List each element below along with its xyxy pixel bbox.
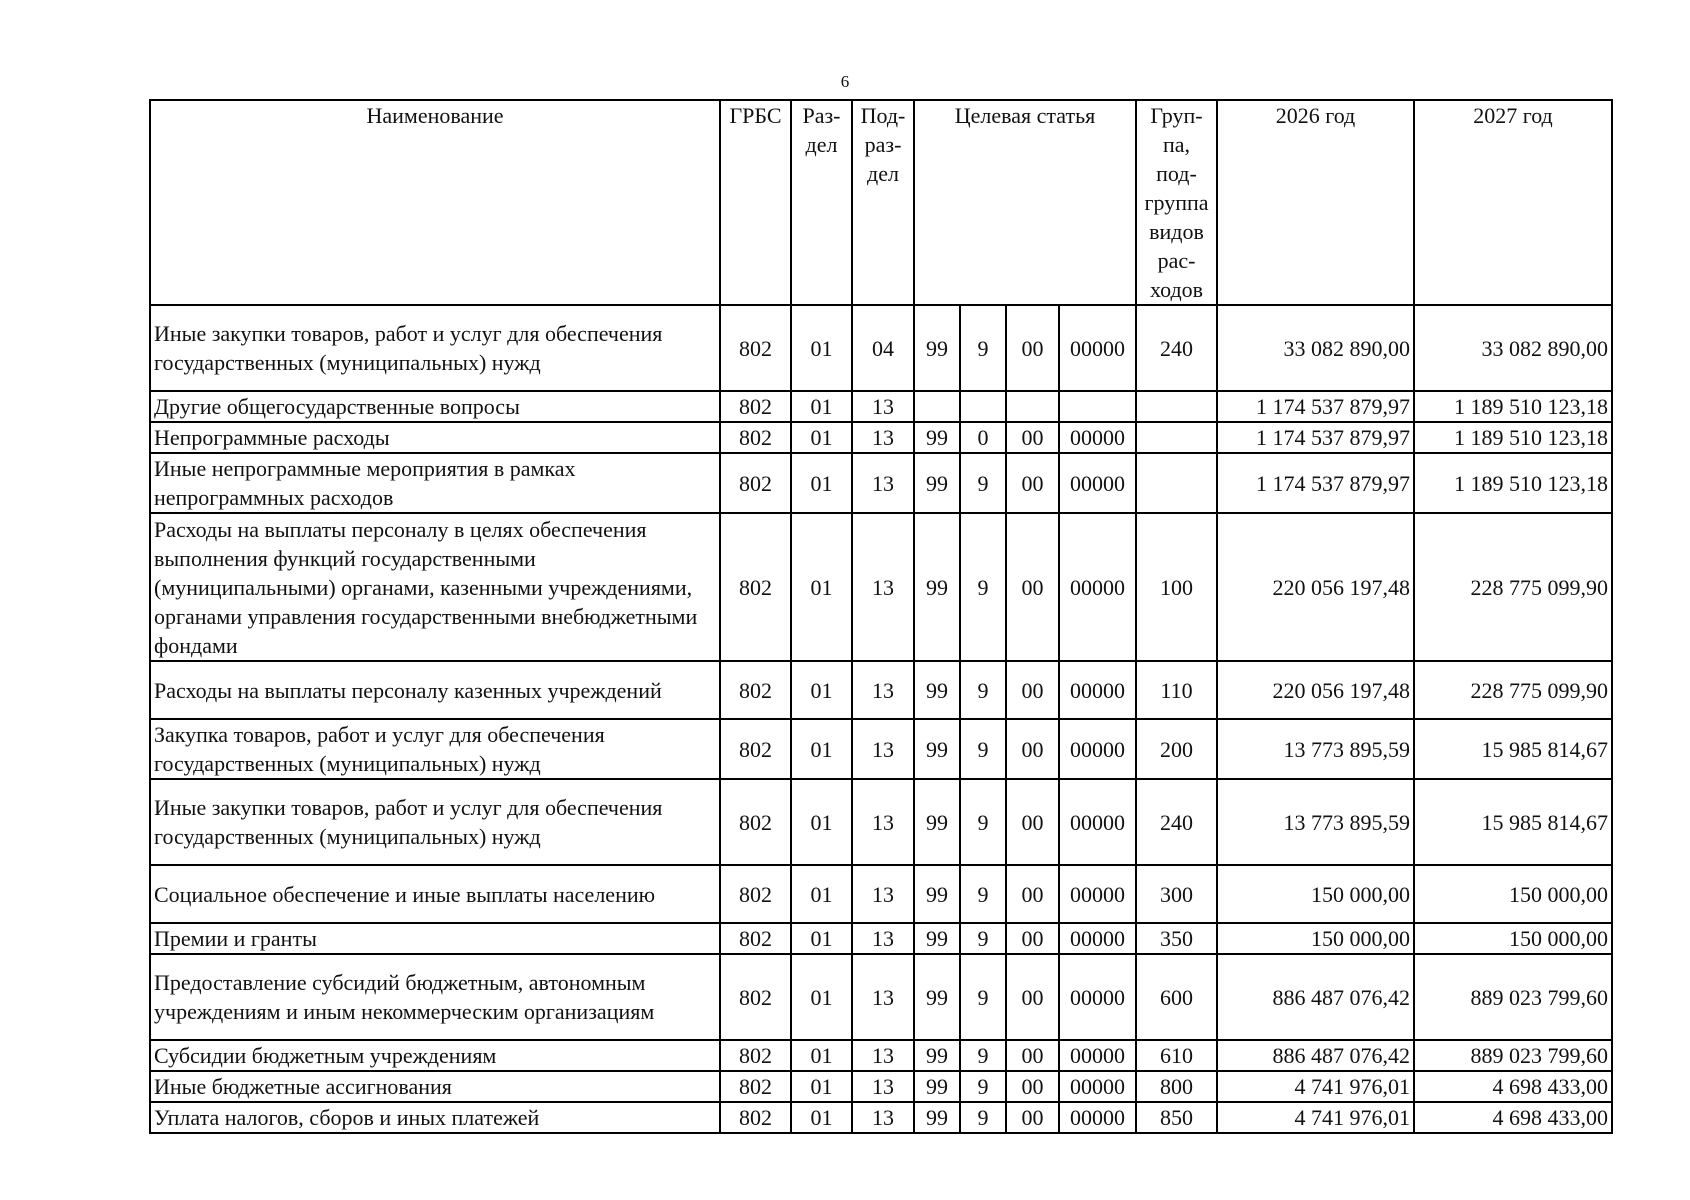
cell-celevaya-3: 00 [1006, 422, 1059, 453]
cell-name: Субсидии бюджетным учреждениям [150, 1040, 720, 1071]
cell-amount-2026: 4 741 976,01 [1217, 1102, 1414, 1133]
cell-celevaya-1: 99 [914, 923, 960, 954]
cell-celevaya-2 [960, 391, 1006, 422]
cell-vid-rashodov: 850 [1136, 1102, 1217, 1133]
cell-amount-2027: 228 775 099,90 [1414, 513, 1612, 661]
cell-amount-2027: 4 698 433,00 [1414, 1071, 1612, 1102]
cell-celevaya-3: 00 [1006, 661, 1059, 719]
cell-celevaya-1: 99 [914, 954, 960, 1040]
cell-amount-2026: 886 487 076,42 [1217, 954, 1414, 1040]
cell-amount-2027: 33 082 890,00 [1414, 305, 1612, 391]
cell-celevaya-1: 99 [914, 719, 960, 779]
cell-celevaya-4: 00000 [1059, 661, 1136, 719]
cell-celevaya-2: 0 [960, 422, 1006, 453]
cell-celevaya-1: 99 [914, 1040, 960, 1071]
cell-name: Иные бюджетные ассигнования [150, 1071, 720, 1102]
cell-celevaya-3: 00 [1006, 779, 1059, 865]
cell-grbs: 802 [720, 305, 791, 391]
table-body [150, 305, 1612, 1133]
cell-podrazdel: 04 [852, 305, 914, 391]
cell-celevaya-3: 00 [1006, 513, 1059, 661]
cell-razdel: 01 [791, 923, 852, 954]
table-row [150, 661, 1612, 719]
cell-name: Непрограммные расходы [150, 422, 720, 453]
cell-celevaya-2: 9 [960, 954, 1006, 1040]
cell-celevaya-4: 00000 [1059, 422, 1136, 453]
cell-vid-rashodov: 800 [1136, 1071, 1217, 1102]
cell-grbs: 802 [720, 1102, 791, 1133]
header-name: Наименование [150, 100, 720, 305]
cell-amount-2026: 13 773 895,59 [1217, 719, 1414, 779]
cell-name: Премии и гранты [150, 923, 720, 954]
cell-amount-2027: 4 698 433,00 [1414, 1102, 1612, 1133]
cell-podrazdel: 13 [852, 453, 914, 513]
cell-celevaya-4: 00000 [1059, 305, 1136, 391]
cell-celevaya-2: 9 [960, 1071, 1006, 1102]
header-razdel: Раз-дел [791, 100, 852, 305]
cell-grbs: 802 [720, 422, 791, 453]
cell-vid-rashodov [1136, 422, 1217, 453]
cell-celevaya-3: 00 [1006, 1071, 1059, 1102]
cell-celevaya-3: 00 [1006, 1040, 1059, 1071]
table-row [150, 779, 1612, 865]
cell-celevaya-2: 9 [960, 779, 1006, 865]
cell-podrazdel: 13 [852, 1040, 914, 1071]
cell-name: Иные непрограммные мероприятия в рамках непрограммных расходов [150, 453, 720, 513]
cell-celevaya-4: 00000 [1059, 954, 1136, 1040]
cell-vid-rashodov [1136, 453, 1217, 513]
table-row [150, 453, 1612, 513]
cell-celevaya-4: 00000 [1059, 513, 1136, 661]
table-header [150, 100, 1612, 305]
cell-celevaya-2: 9 [960, 661, 1006, 719]
cell-razdel: 01 [791, 1040, 852, 1071]
cell-celevaya-2: 9 [960, 1102, 1006, 1133]
cell-amount-2027: 889 023 799,60 [1414, 1040, 1612, 1071]
cell-vid-rashodov: 350 [1136, 923, 1217, 954]
cell-celevaya-3: 00 [1006, 719, 1059, 779]
table-row [150, 305, 1612, 391]
cell-amount-2026: 220 056 197,48 [1217, 661, 1414, 719]
cell-celevaya-2: 9 [960, 719, 1006, 779]
table-row [150, 1040, 1612, 1071]
cell-amount-2027: 15 985 814,67 [1414, 719, 1612, 779]
cell-celevaya-2: 9 [960, 305, 1006, 391]
cell-amount-2026: 1 174 537 879,97 [1217, 391, 1414, 422]
cell-name: Расходы на выплаты персоналу казенных учреждений [150, 661, 720, 719]
header-2026: 2026 год [1217, 100, 1414, 305]
cell-celevaya-2: 9 [960, 453, 1006, 513]
cell-grbs: 802 [720, 1040, 791, 1071]
cell-celevaya-4: 00000 [1059, 779, 1136, 865]
cell-razdel: 01 [791, 954, 852, 1040]
cell-amount-2027: 150 000,00 [1414, 923, 1612, 954]
cell-amount-2027: 1 189 510 123,18 [1414, 453, 1612, 513]
cell-vid-rashodov: 200 [1136, 719, 1217, 779]
cell-celevaya-1: 99 [914, 865, 960, 923]
cell-razdel: 01 [791, 719, 852, 779]
cell-amount-2026: 1 174 537 879,97 [1217, 422, 1414, 453]
cell-podrazdel: 13 [852, 865, 914, 923]
cell-celevaya-1: 99 [914, 661, 960, 719]
cell-name: Иные закупки товаров, работ и услуг для обеспечения государственных (муниципальных) нужд [150, 305, 720, 391]
cell-razdel: 01 [791, 1102, 852, 1133]
cell-podrazdel: 13 [852, 923, 914, 954]
header-vid-rashodov: Груп-па, под-группа видов рас-ходов [1136, 100, 1217, 305]
cell-amount-2027: 228 775 099,90 [1414, 661, 1612, 719]
cell-amount-2026: 886 487 076,42 [1217, 1040, 1414, 1071]
page-number: 6 [840, 72, 850, 91]
cell-razdel: 01 [791, 422, 852, 453]
cell-amount-2027: 1 189 510 123,18 [1414, 422, 1612, 453]
cell-celevaya-4: 00000 [1059, 923, 1136, 954]
cell-celevaya-4: 00000 [1059, 1102, 1136, 1133]
cell-razdel: 01 [791, 865, 852, 923]
cell-podrazdel: 13 [852, 1102, 914, 1133]
cell-grbs: 802 [720, 719, 791, 779]
cell-celevaya-2: 9 [960, 1040, 1006, 1071]
cell-grbs: 802 [720, 391, 791, 422]
cell-name: Другие общегосударственные вопросы [150, 391, 720, 422]
cell-celevaya-3: 00 [1006, 954, 1059, 1040]
cell-razdel: 01 [791, 391, 852, 422]
cell-celevaya-2: 9 [960, 513, 1006, 661]
header-2027: 2027 год [1414, 100, 1612, 305]
cell-amount-2027: 1 189 510 123,18 [1414, 391, 1612, 422]
cell-amount-2027: 889 023 799,60 [1414, 954, 1612, 1040]
cell-razdel: 01 [791, 1071, 852, 1102]
cell-name: Уплата налогов, сборов и иных платежей [150, 1102, 720, 1133]
cell-amount-2026: 33 082 890,00 [1217, 305, 1414, 391]
cell-celevaya-1: 99 [914, 422, 960, 453]
header-grbs: ГРБС [720, 100, 791, 305]
cell-amount-2026: 4 741 976,01 [1217, 1071, 1414, 1102]
cell-celevaya-2: 9 [960, 865, 1006, 923]
cell-celevaya-2: 9 [960, 923, 1006, 954]
cell-razdel: 01 [791, 305, 852, 391]
cell-grbs: 802 [720, 779, 791, 865]
cell-celevaya-1: 99 [914, 1071, 960, 1102]
table-row [150, 422, 1612, 453]
cell-grbs: 802 [720, 954, 791, 1040]
cell-name: Закупка товаров, работ и услуг для обеспечения государственных (муниципальных) нужд [150, 719, 720, 779]
cell-celevaya-3: 00 [1006, 1102, 1059, 1133]
header-podrazdel: Под-раз-дел [852, 100, 914, 305]
cell-vid-rashodov: 100 [1136, 513, 1217, 661]
cell-vid-rashodov: 300 [1136, 865, 1217, 923]
cell-name: Иные закупки товаров, работ и услуг для обеспечения государственных (муниципальных) нужд [150, 779, 720, 865]
cell-celevaya-1: 99 [914, 779, 960, 865]
cell-celevaya-4: 00000 [1059, 1071, 1136, 1102]
cell-podrazdel: 13 [852, 422, 914, 453]
cell-amount-2026: 1 174 537 879,97 [1217, 453, 1414, 513]
cell-grbs: 802 [720, 1071, 791, 1102]
table-row [150, 719, 1612, 779]
cell-celevaya-3: 00 [1006, 305, 1059, 391]
cell-celevaya-4: 00000 [1059, 453, 1136, 513]
cell-amount-2027: 15 985 814,67 [1414, 779, 1612, 865]
cell-celevaya-1: 99 [914, 453, 960, 513]
cell-vid-rashodov [1136, 391, 1217, 422]
cell-vid-rashodov: 240 [1136, 779, 1217, 865]
cell-celevaya-3: 00 [1006, 453, 1059, 513]
cell-razdel: 01 [791, 453, 852, 513]
cell-celevaya-1 [914, 391, 960, 422]
cell-celevaya-1: 99 [914, 1102, 960, 1133]
cell-celevaya-4: 00000 [1059, 1040, 1136, 1071]
cell-vid-rashodov: 110 [1136, 661, 1217, 719]
cell-celevaya-4 [1059, 391, 1136, 422]
budget-table [149, 99, 1613, 1134]
cell-celevaya-1: 99 [914, 305, 960, 391]
cell-celevaya-3: 00 [1006, 865, 1059, 923]
table-row [150, 865, 1612, 923]
cell-grbs: 802 [720, 923, 791, 954]
cell-podrazdel: 13 [852, 719, 914, 779]
cell-podrazdel: 13 [852, 779, 914, 865]
cell-grbs: 802 [720, 453, 791, 513]
cell-razdel: 01 [791, 779, 852, 865]
cell-podrazdel: 13 [852, 391, 914, 422]
cell-celevaya-1: 99 [914, 513, 960, 661]
cell-name: Предоставление субсидий бюджетным, автономным учреждениям и иным некоммерческим организациям [150, 954, 720, 1040]
header-celevaya-statya: Целевая статья [914, 100, 1136, 305]
table-row [150, 391, 1612, 422]
cell-amount-2026: 150 000,00 [1217, 865, 1414, 923]
cell-celevaya-4: 00000 [1059, 865, 1136, 923]
table-row [150, 1102, 1612, 1133]
cell-grbs: 802 [720, 513, 791, 661]
table-row [150, 1071, 1612, 1102]
cell-vid-rashodov: 610 [1136, 1040, 1217, 1071]
cell-amount-2027: 150 000,00 [1414, 865, 1612, 923]
table-row [150, 923, 1612, 954]
cell-celevaya-4: 00000 [1059, 719, 1136, 779]
cell-podrazdel: 13 [852, 1071, 914, 1102]
cell-razdel: 01 [791, 513, 852, 661]
cell-name: Социальное обеспечение и иные выплаты населению [150, 865, 720, 923]
table-row [150, 513, 1612, 661]
cell-grbs: 802 [720, 865, 791, 923]
cell-amount-2026: 220 056 197,48 [1217, 513, 1414, 661]
cell-podrazdel: 13 [852, 661, 914, 719]
cell-celevaya-3 [1006, 391, 1059, 422]
cell-name: Расходы на выплаты персоналу в целях обеспечения выполнения функций государственными (муниципальными) органами, казенными учреждениями, органами управления государственными внебюджетными фондами [150, 513, 720, 661]
cell-razdel: 01 [791, 661, 852, 719]
cell-podrazdel: 13 [852, 513, 914, 661]
table-row [150, 954, 1612, 1040]
cell-vid-rashodov: 600 [1136, 954, 1217, 1040]
cell-vid-rashodov: 240 [1136, 305, 1217, 391]
header-row [150, 100, 1612, 305]
cell-amount-2026: 13 773 895,59 [1217, 779, 1414, 865]
cell-grbs: 802 [720, 661, 791, 719]
cell-celevaya-3: 00 [1006, 923, 1059, 954]
cell-podrazdel: 13 [852, 954, 914, 1040]
cell-amount-2026: 150 000,00 [1217, 923, 1414, 954]
